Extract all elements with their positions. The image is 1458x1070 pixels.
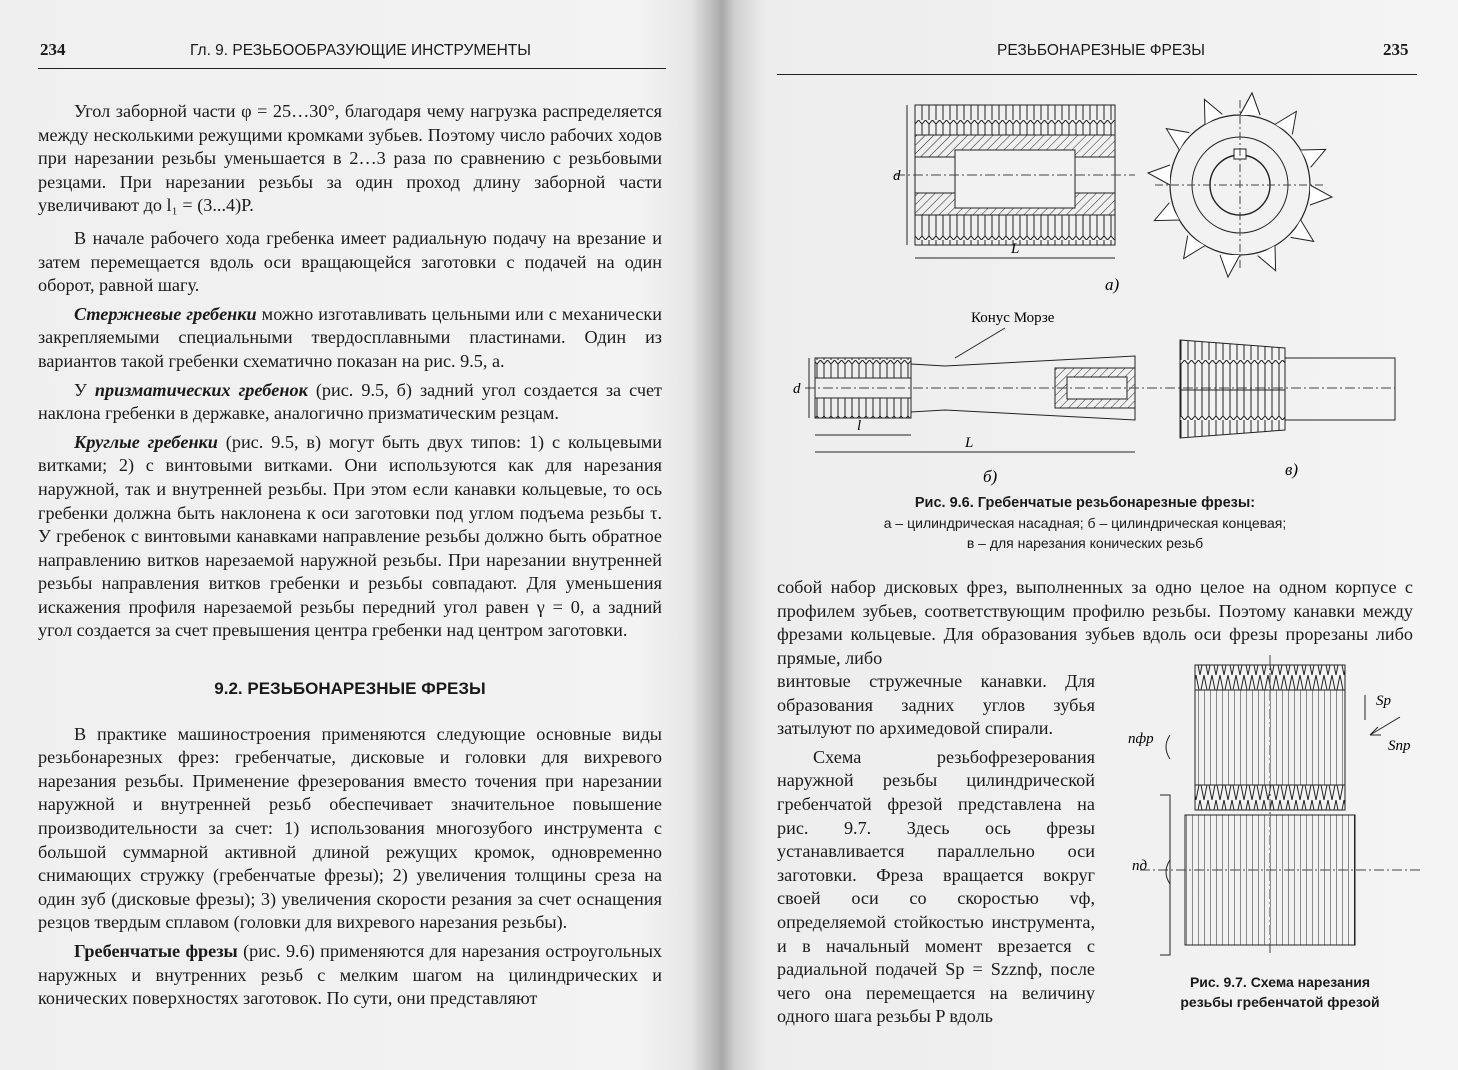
caption-line: в – для нарезания конических резьб — [966, 535, 1204, 551]
fig-a-label: а) — [1105, 275, 1120, 294]
paragraph-text: можно изготавливать цельными или с механически закрепляемыми специальными твердосплавными пластинами. Один из вариантов такой гребенки схематично показан на рис. 9.5, а. — [38, 303, 662, 371]
term: Круглые гребенки — [74, 431, 218, 452]
paragraph: Угол заборной части φ = 25…30°, благодаря чему нагрузка распределяется между несколькими режущими кромками зубьев. Поэтому число рабочих ходов при нарезании резьбы уменьшается в 2…3 раза по сравнению с резьбовыми резцами. При нарезании резьбы за один проход длину заборной части увеличивают до l₁ = (3...4)P. — [38, 101, 662, 216]
term: призматических гребенок — [94, 379, 308, 400]
dim-l-label: l — [857, 418, 862, 434]
paragraph: собой набор дисковых фрез, выполненных за одно целое на одном корпусе с профилем зубьев, соответствующим профилю резьбы. Поэтому канавки между фрезами кольцевые. Для образования зубьев вдоль оси фрезы прорезаны либо прямые, либо — [777, 577, 1413, 668]
page-number: 235 — [1383, 40, 1409, 59]
dim-L-label: L — [1011, 241, 1020, 257]
fig-b-end-mill — [805, 356, 1395, 452]
dim-d-label: d — [893, 168, 901, 184]
header-rule — [38, 68, 666, 69]
morse-taper-label: Конус Морзе — [971, 310, 1055, 326]
speed-nd-label: nд — [1132, 858, 1148, 874]
figure-9-6 — [775, 90, 1415, 490]
fig-v-label: в) — [1285, 460, 1299, 479]
term: Стержневые гребенки — [74, 303, 257, 324]
paragraph-text: (рис. 9.5, в) могут быть двух типов: 1) с кольцевыми витками; 2) с винтовыми витками. Они используются как для нарезания наружной, так и внутренней резьбы. При этом если канавки кольцевые, то ось гребенки должна быть наклонена к оси заготовки под углом подъема резьбы τ. У гребенок с винтовыми канавками направление резьбы должно быть обратное направлению витков нарезаемой наружной резьбы. При нарезании внутренней резьбы направления витков гребенки и резьбы совпадают. Для уменьшения искажения профиля нарезаемой резьбы передний угол равен γ = 0, а задний угол создается за счет превышения центра гребенки над центром заготовки. — [38, 431, 662, 641]
term: Гребенчатые фрезы — [74, 941, 238, 961]
dim-L-label: L — [965, 435, 974, 451]
caption-line: резьбы гребенчатой фрезой — [1180, 994, 1380, 1010]
fig-v-conical-mill — [1180, 340, 1395, 438]
paragraph-text: (рис. 9.5, б) задний угол создается за счет наклона гребенки в державке, аналогично призматическим резцам. — [38, 379, 662, 424]
paragraph: В практике машиностроения применяются следующие основные виды резьбонарезных фрез: гребенчатые, дисковые и головки для вихревого нарезания резьбы. Применение фрезерования вместо точения при нарезании наружной и внутренней резьб обеспечивает значительное повышение производительности за счет: 1) использования многозубого инструмента с большой суммарной активной длиной режущих кромок, одновременно снимающих стружку (гребенчатые фрезы); 2) увеличения толщины среза на один зуб (дисковые фрезы); 3) увеличения скорости резания за счет оснащения резцов твердым сплавом (головки для вихревого нарезания резьбы). — [38, 723, 662, 933]
running-head: РЕЗЬБОНАРЕЗНЫЕ ФРЕЗЫ — [997, 42, 1205, 59]
figure-9-7-caption — [1135, 972, 1425, 1012]
feed-sr-label: Sр — [1376, 693, 1391, 709]
header-rule — [777, 74, 1417, 75]
figure-9-6-caption — [815, 492, 1355, 553]
caption-line: Рис. 9.7. Схема нарезания — [1189, 974, 1371, 990]
paragraph: винтовые стружечные канавки. Для образования задних углов зубья затылуют по архимедовой спирали. — [777, 671, 1095, 739]
paragraph: Схема резьбофрезерования наружной резьбы цилиндрической гребенчатой фрезой представлена на рис. 9.7. Здесь ось фрезы устанавливается параллельно оси заготовки. Фреза вращается вокруг своей оси со скоростью vф, определяемой стойкостью инструмента, и в начальный момент врезается с радиальной подачей Sр = Szznф, после чего она перемещается на величину одного шага резьбы P вдоль — [777, 746, 1095, 1027]
feed-spr-label: Sпр — [1388, 738, 1411, 754]
running-head: Гл. 9. РЕЗЬБООБРАЗУЮЩИЕ ИНСТРУМЕНТЫ — [190, 42, 531, 59]
left-text-column — [38, 100, 662, 1016]
left-page — [0, 0, 720, 1070]
paragraph — [38, 379, 662, 426]
section-title: 9.2. РЕЗЬБОНАРЕЗНЫЕ ФРЕЗЫ — [214, 679, 486, 699]
fig-a-side-view — [895, 105, 1135, 258]
paragraph: В начале рабочего хода гребенка имеет радиальную подачу на врезание и затем перемещается вдоль оси вращающейся заготовки с подачей на один оборот, равной шагу. — [38, 227, 662, 296]
dim-d-label: d — [793, 381, 801, 397]
page-number: 234 — [40, 40, 66, 59]
right-text-narrow — [777, 670, 1095, 1034]
caption-title: Рис. 9.6. Гребенчатые резьбонарезные фрезы: — [914, 495, 1256, 511]
paragraph — [38, 303, 662, 374]
caption-line: а – цилиндрическая насадная; б – цилиндрическая концевая; — [883, 515, 1287, 531]
paragraph — [38, 431, 662, 643]
fig-a-end-view — [1148, 93, 1332, 277]
paragraph-text: (рис. 9.6) применяются для нарезания остроугольных наружных и внутренних резьб с мелким шагом на цилиндрических и конических поверхностях заготовок. По сути, они представляют — [38, 941, 663, 1009]
figure-9-7 — [1120, 655, 1440, 975]
speed-nf-label: nфр — [1128, 731, 1154, 747]
right-page — [735, 0, 1458, 1070]
paragraph — [38, 940, 662, 1011]
fig-b-label: б) — [983, 467, 998, 486]
paragraph-text: У — [74, 379, 95, 400]
